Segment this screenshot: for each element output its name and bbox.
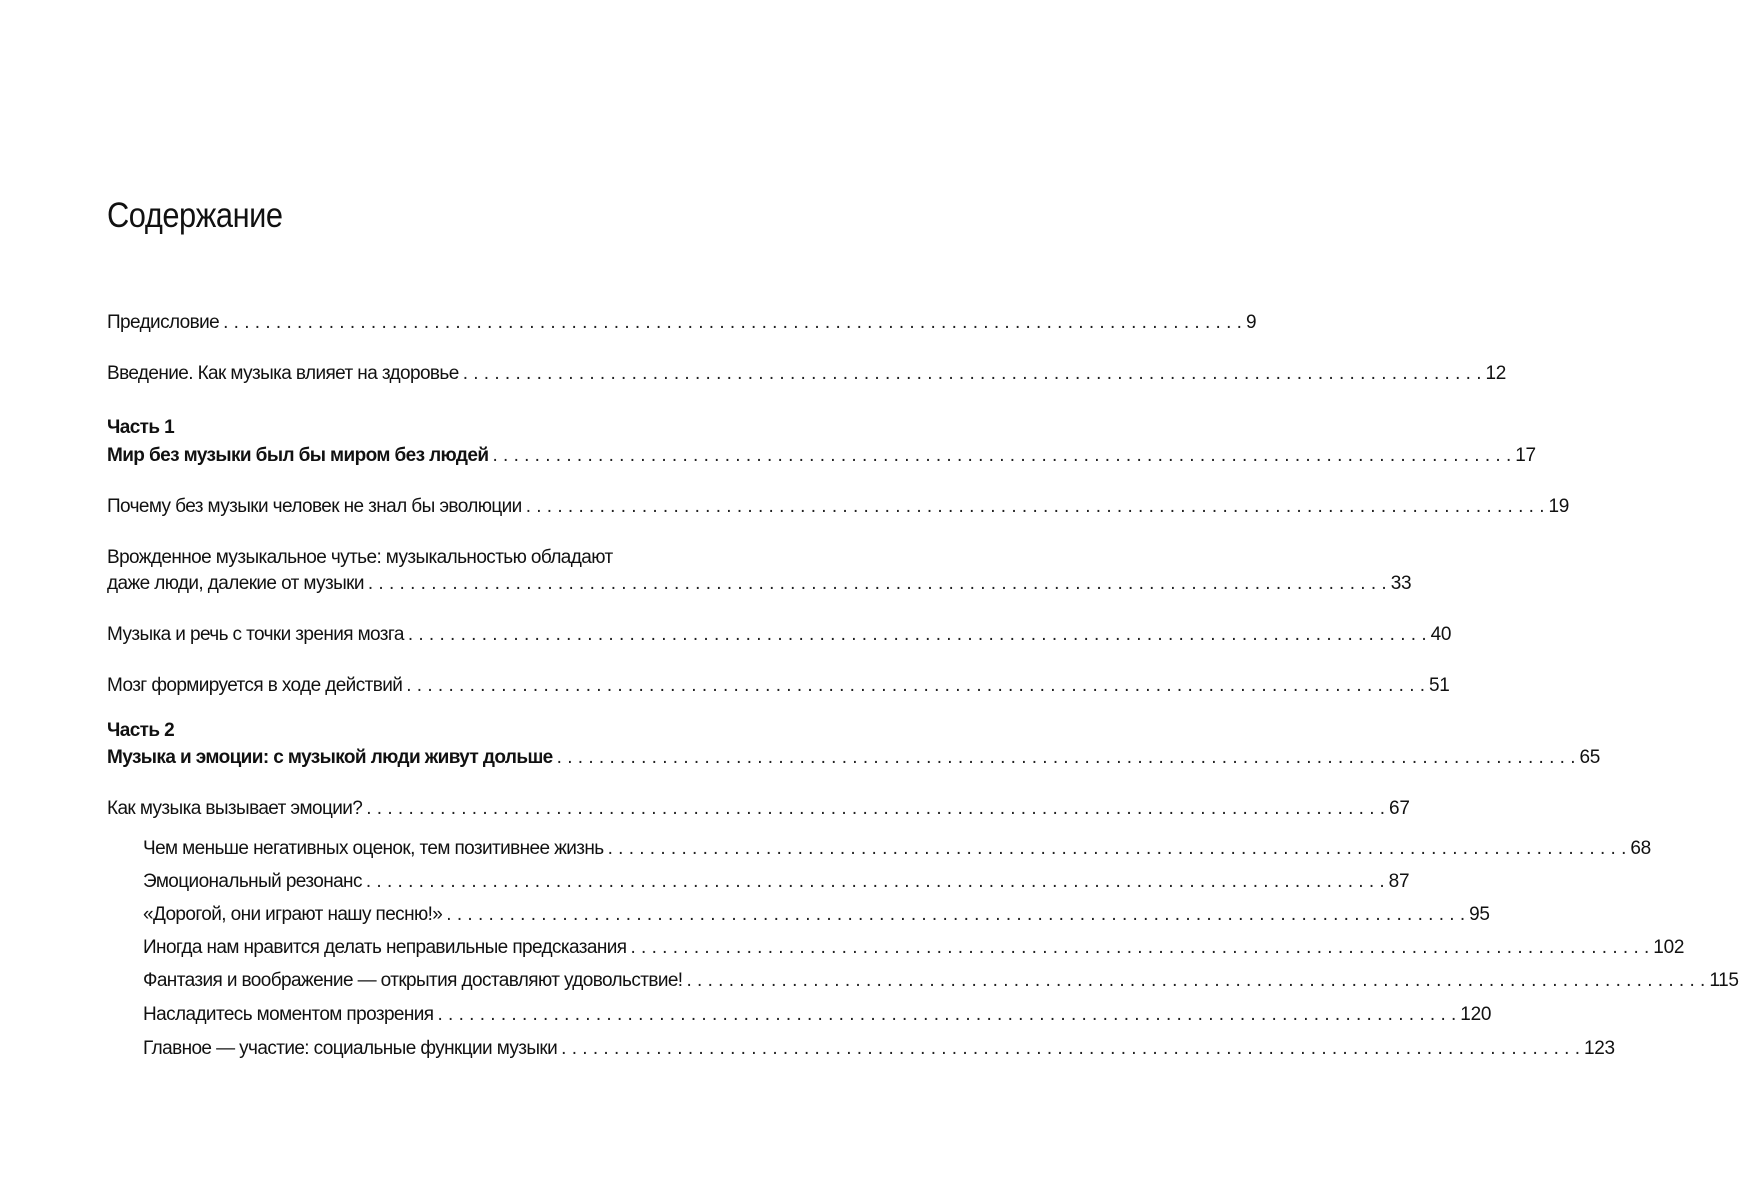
toc-entry[interactable] (107, 571, 1412, 597)
dot-leader (368, 571, 1387, 597)
toc-subentry[interactable] (143, 968, 1739, 994)
dot-leader (366, 796, 1385, 822)
toc-subentry[interactable] (143, 935, 1685, 961)
toc-entry[interactable] (107, 494, 1570, 520)
toc-page-number: 19 (1548, 496, 1570, 517)
toc-subentry[interactable] (143, 1036, 1615, 1062)
toc-entry[interactable] (107, 622, 1452, 648)
part-1-label: Часть 1 (107, 417, 175, 438)
dot-leader (406, 673, 1425, 699)
toc-page-number: 68 (1630, 838, 1651, 859)
toc-page-number: 115 (1709, 970, 1739, 991)
toc-page-number: 12 (1485, 363, 1507, 384)
toc-subentry[interactable] (143, 1002, 1492, 1028)
toc-entry-label: Главное — участие: социальные функции музыки (143, 1038, 558, 1059)
toc-entry-label: Введение. Как музыка влияет на здоровье (107, 363, 459, 384)
toc-entry-label: Почему без музыки человек не знал бы эволюции (107, 496, 522, 517)
toc-page-number: 87 (1388, 871, 1410, 892)
dot-leader (687, 968, 1706, 994)
toc-page-number: 51 (1429, 675, 1450, 696)
toc-subentry[interactable] (143, 836, 1651, 862)
dot-leader (223, 310, 1242, 336)
part-2-label: Часть 2 (107, 720, 175, 741)
toc-entry-label: Эмоциональный резонанс (143, 871, 362, 892)
dot-leader (561, 1036, 1580, 1062)
toc-subentry[interactable] (143, 869, 1410, 895)
toc-page-number: 123 (1583, 1038, 1615, 1059)
toc-entry-label: Мир без музыки был бы миром без людей (107, 445, 489, 466)
dot-leader (408, 622, 1427, 648)
toc-entry-preface[interactable] (107, 310, 1257, 336)
toc-page-number: 33 (1390, 573, 1412, 594)
toc-entry-introduction[interactable] (107, 361, 1507, 387)
page-title: Содержание (107, 196, 283, 235)
toc-entry-label: Музыка и речь с точки зрения мозга (107, 624, 404, 645)
dot-leader (630, 935, 1649, 961)
toc-entry[interactable] (107, 673, 1450, 699)
dot-leader (608, 836, 1627, 862)
toc-page-number: 95 (1469, 904, 1490, 925)
toc-entry-label: даже люди, далекие от музыки (107, 573, 364, 594)
toc-subentry[interactable] (143, 902, 1490, 928)
dot-leader (492, 443, 1511, 469)
toc-page-number: 17 (1515, 445, 1536, 466)
toc-entry-label: Как музыка вызывает эмоции? (107, 798, 363, 819)
toc-entry-label: «Дорогой, они играют нашу песню!» (143, 904, 443, 925)
toc-entry-label: Фантазия и воображение — открытия доставляют удовольствие! (143, 970, 683, 991)
toc-entry[interactable] (107, 796, 1410, 822)
dot-leader (463, 361, 1482, 387)
dot-leader (446, 902, 1465, 928)
toc-entry-label: Чем меньше негативных оценок, тем позитивнее жизнь (143, 838, 604, 859)
toc-page-number: 40 (1430, 624, 1452, 645)
dot-leader (366, 869, 1385, 895)
toc-entry-part-1-title[interactable] (107, 443, 1536, 469)
toc-entry-label: Предисловие (107, 312, 220, 333)
toc-page-number: 9 (1245, 312, 1257, 333)
toc-entry-label: Мозг формируется в ходе действий (107, 675, 403, 696)
toc-page-number: 102 (1653, 937, 1685, 958)
dot-leader (557, 745, 1576, 771)
toc-entry-part-2-title[interactable] (107, 745, 1601, 771)
dot-leader (526, 494, 1545, 520)
toc-entry-label: Насладитесь моментом прозрения (143, 1004, 434, 1025)
dot-leader (437, 1002, 1456, 1028)
toc-entry-label-line-1[interactable]: Врожденное музыкальное чутье: музыкальностью обладают (107, 547, 613, 568)
toc-page-number: 120 (1460, 1004, 1492, 1025)
toc-page-number: 65 (1579, 747, 1601, 768)
toc-entry-label: Музыка и эмоции: с музыкой люди живут дольше (107, 747, 553, 768)
toc-entry-label: Иногда нам нравится делать неправильные предсказания (143, 937, 627, 958)
toc-page-number: 67 (1389, 798, 1410, 819)
